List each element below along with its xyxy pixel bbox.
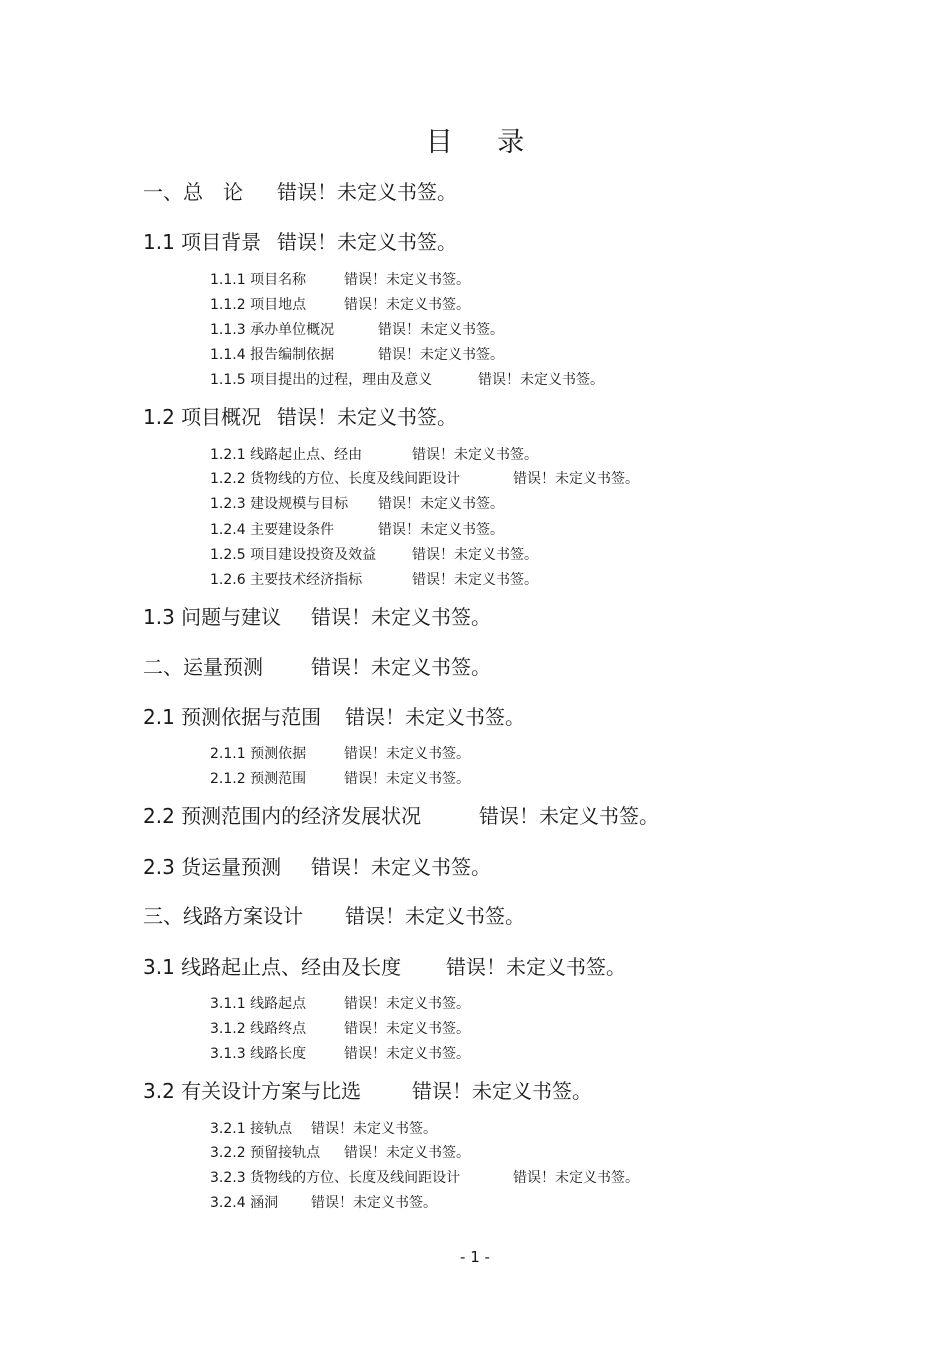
- toc-entry-label: 3.2.4 涵洞: [210, 1195, 279, 1211]
- toc-entry: [210, 1169, 639, 1187]
- toc-entry-error: 错误！未定义书签。: [344, 771, 470, 787]
- toc-entry: [210, 1194, 437, 1212]
- toc-entry: [143, 804, 659, 828]
- toc-entry: [210, 546, 538, 564]
- toc-entry-label: 1.2.6 主要技术经济指标: [210, 572, 363, 588]
- toc-entry-label: 1.1 项目背景: [143, 230, 262, 254]
- toc-entry-error: 错误！未定义书签。: [311, 855, 491, 879]
- toc-entry-label: 二、运量预测: [143, 655, 263, 679]
- toc-entry: [210, 745, 470, 763]
- toc-entry: [210, 495, 504, 513]
- toc-entry-error: 错误！未定义书签。: [478, 372, 604, 388]
- toc-entry-label: 2.3 货运量预测: [143, 855, 282, 879]
- toc-entry-error: 错误！未定义书签。: [412, 547, 538, 563]
- toc-entry-error: 错误！未定义书签。: [344, 272, 470, 288]
- toc-entry-error: 错误！未定义书签。: [311, 1121, 437, 1137]
- toc-entry-label: 1.1.4 报告编制依据: [210, 347, 335, 363]
- toc-entry-label: 三、线路方案设计: [143, 904, 303, 928]
- toc-entry: [210, 1120, 437, 1138]
- toc-entry-error: 错误！未定义书签。: [513, 471, 639, 487]
- toc-entry-label: 1.1.2 项目地点: [210, 297, 307, 313]
- toc-entry-label: 1.2.2 货物线的方位、长度及线间距设计: [210, 471, 461, 487]
- toc-entry: [143, 180, 457, 204]
- toc-entry-error: 错误！未定义书签。: [412, 572, 538, 588]
- toc-entry: [210, 321, 504, 339]
- toc-entry-label: 1.2.3 建设规模与目标: [210, 496, 349, 512]
- toc-entry-label: 1.2 项目概况: [143, 405, 262, 429]
- toc-entry: [210, 1144, 470, 1162]
- page-title: 目 录: [425, 127, 543, 158]
- toc-entry-error: 错误！未定义书签。: [344, 1021, 470, 1037]
- toc-entry-error: 错误！未定义书签。: [412, 1079, 592, 1103]
- toc-entry: [210, 770, 470, 788]
- toc-entry-label: 2.1.1 预测依据: [210, 746, 307, 762]
- toc-entry-error: 错误！未定义书签。: [412, 447, 538, 463]
- toc-entry-label: 一、总 论: [143, 180, 243, 204]
- toc-entry-label: 3.1.1 线路起点: [210, 996, 307, 1012]
- toc-entry-error: 错误！未定义书签。: [277, 230, 457, 254]
- toc-entry-label: 1.3 问题与建议: [143, 605, 282, 629]
- toc-entry: [143, 705, 525, 729]
- toc-entry-error: 错误！未定义书签。: [344, 746, 470, 762]
- toc-entry: [143, 230, 457, 254]
- toc-entry-label: 1.2.1 线路起止点、经由: [210, 447, 363, 463]
- toc-entry-label: 1.1.1 项目名称: [210, 272, 307, 288]
- toc-entry: [210, 1020, 470, 1038]
- toc-entry: [210, 1045, 470, 1063]
- toc-entry-label: 1.2.5 项目建设投资及效益: [210, 547, 377, 563]
- toc-entry-error: 错误！未定义书签。: [344, 1046, 470, 1062]
- toc-entry: [210, 446, 538, 464]
- toc-entry-error: 错误！未定义书签。: [277, 405, 457, 429]
- toc-entry: [143, 904, 525, 928]
- toc-entry-label: 3.1.2 线路终点: [210, 1021, 307, 1037]
- toc-entry-error: 错误！未定义书签。: [344, 996, 470, 1012]
- toc-entry-label: 1.1.5 项目提出的过程，理由及意义: [210, 372, 433, 388]
- toc-entry-label: 3.2.3 货物线的方位、长度及线间距设计: [210, 1170, 461, 1186]
- toc-entry-error: 错误！未定义书签。: [378, 522, 504, 538]
- toc-entry-label: 2.2 预测范围内的经济发展状况: [143, 804, 422, 828]
- toc-entry-error: 错误！未定义书签。: [311, 655, 491, 679]
- toc-entry-error: 错误！未定义书签。: [513, 1170, 639, 1186]
- toc-entry-error: 错误！未定义书签。: [446, 955, 626, 979]
- toc-entry: [143, 655, 491, 679]
- toc-entry: [143, 855, 491, 879]
- toc-entry-error: 错误！未定义书签。: [277, 180, 457, 204]
- toc-entry-error: 错误！未定义书签。: [345, 705, 525, 729]
- toc-entry-label: 3.2.2 预留接轨点: [210, 1145, 321, 1161]
- toc-entry: [143, 605, 491, 629]
- toc-entry-label: 3.1.3 线路长度: [210, 1046, 307, 1062]
- toc-entry: [210, 571, 538, 589]
- toc-entry: [210, 521, 504, 539]
- toc-entry-error: 错误！未定义书签。: [344, 297, 470, 313]
- toc-entry: [210, 995, 470, 1013]
- toc-entry: [143, 955, 626, 979]
- toc-entry: [210, 346, 504, 364]
- toc-entry-error: 错误！未定义书签。: [378, 496, 504, 512]
- toc-entry: [143, 1079, 592, 1103]
- toc-entry-error: 错误！未定义书签。: [378, 347, 504, 363]
- toc-entry-error: 错误！未定义书签。: [345, 904, 525, 928]
- toc-entry: [210, 271, 470, 289]
- toc-entry-error: 错误！未定义书签。: [479, 804, 659, 828]
- toc-entry: [210, 470, 639, 488]
- toc-entry-label: 3.2 有关设计方案与比选: [143, 1079, 362, 1103]
- toc-entry-label: 3.2.1 接轨点: [210, 1121, 293, 1137]
- toc-entry-label: 2.1 预测依据与范围: [143, 705, 322, 729]
- toc-entry: [210, 296, 470, 314]
- toc-entry: [210, 371, 604, 389]
- toc-entry: [143, 405, 457, 429]
- toc-entry-label: 1.1.3 承办单位概况: [210, 322, 335, 338]
- toc-entry-error: 错误！未定义书签。: [311, 1195, 437, 1211]
- toc-entry-label: 3.1 线路起止点、经由及长度: [143, 955, 402, 979]
- toc-entry-label: 1.2.4 主要建设条件: [210, 522, 335, 538]
- toc-entry-error: 错误！未定义书签。: [344, 1145, 470, 1161]
- toc-entry-label: 2.1.2 预测范围: [210, 771, 307, 787]
- toc-entry-error: 错误！未定义书签。: [311, 605, 491, 629]
- page-number: - 1 -: [460, 1248, 490, 1266]
- toc-entry-error: 错误！未定义书签。: [378, 322, 504, 338]
